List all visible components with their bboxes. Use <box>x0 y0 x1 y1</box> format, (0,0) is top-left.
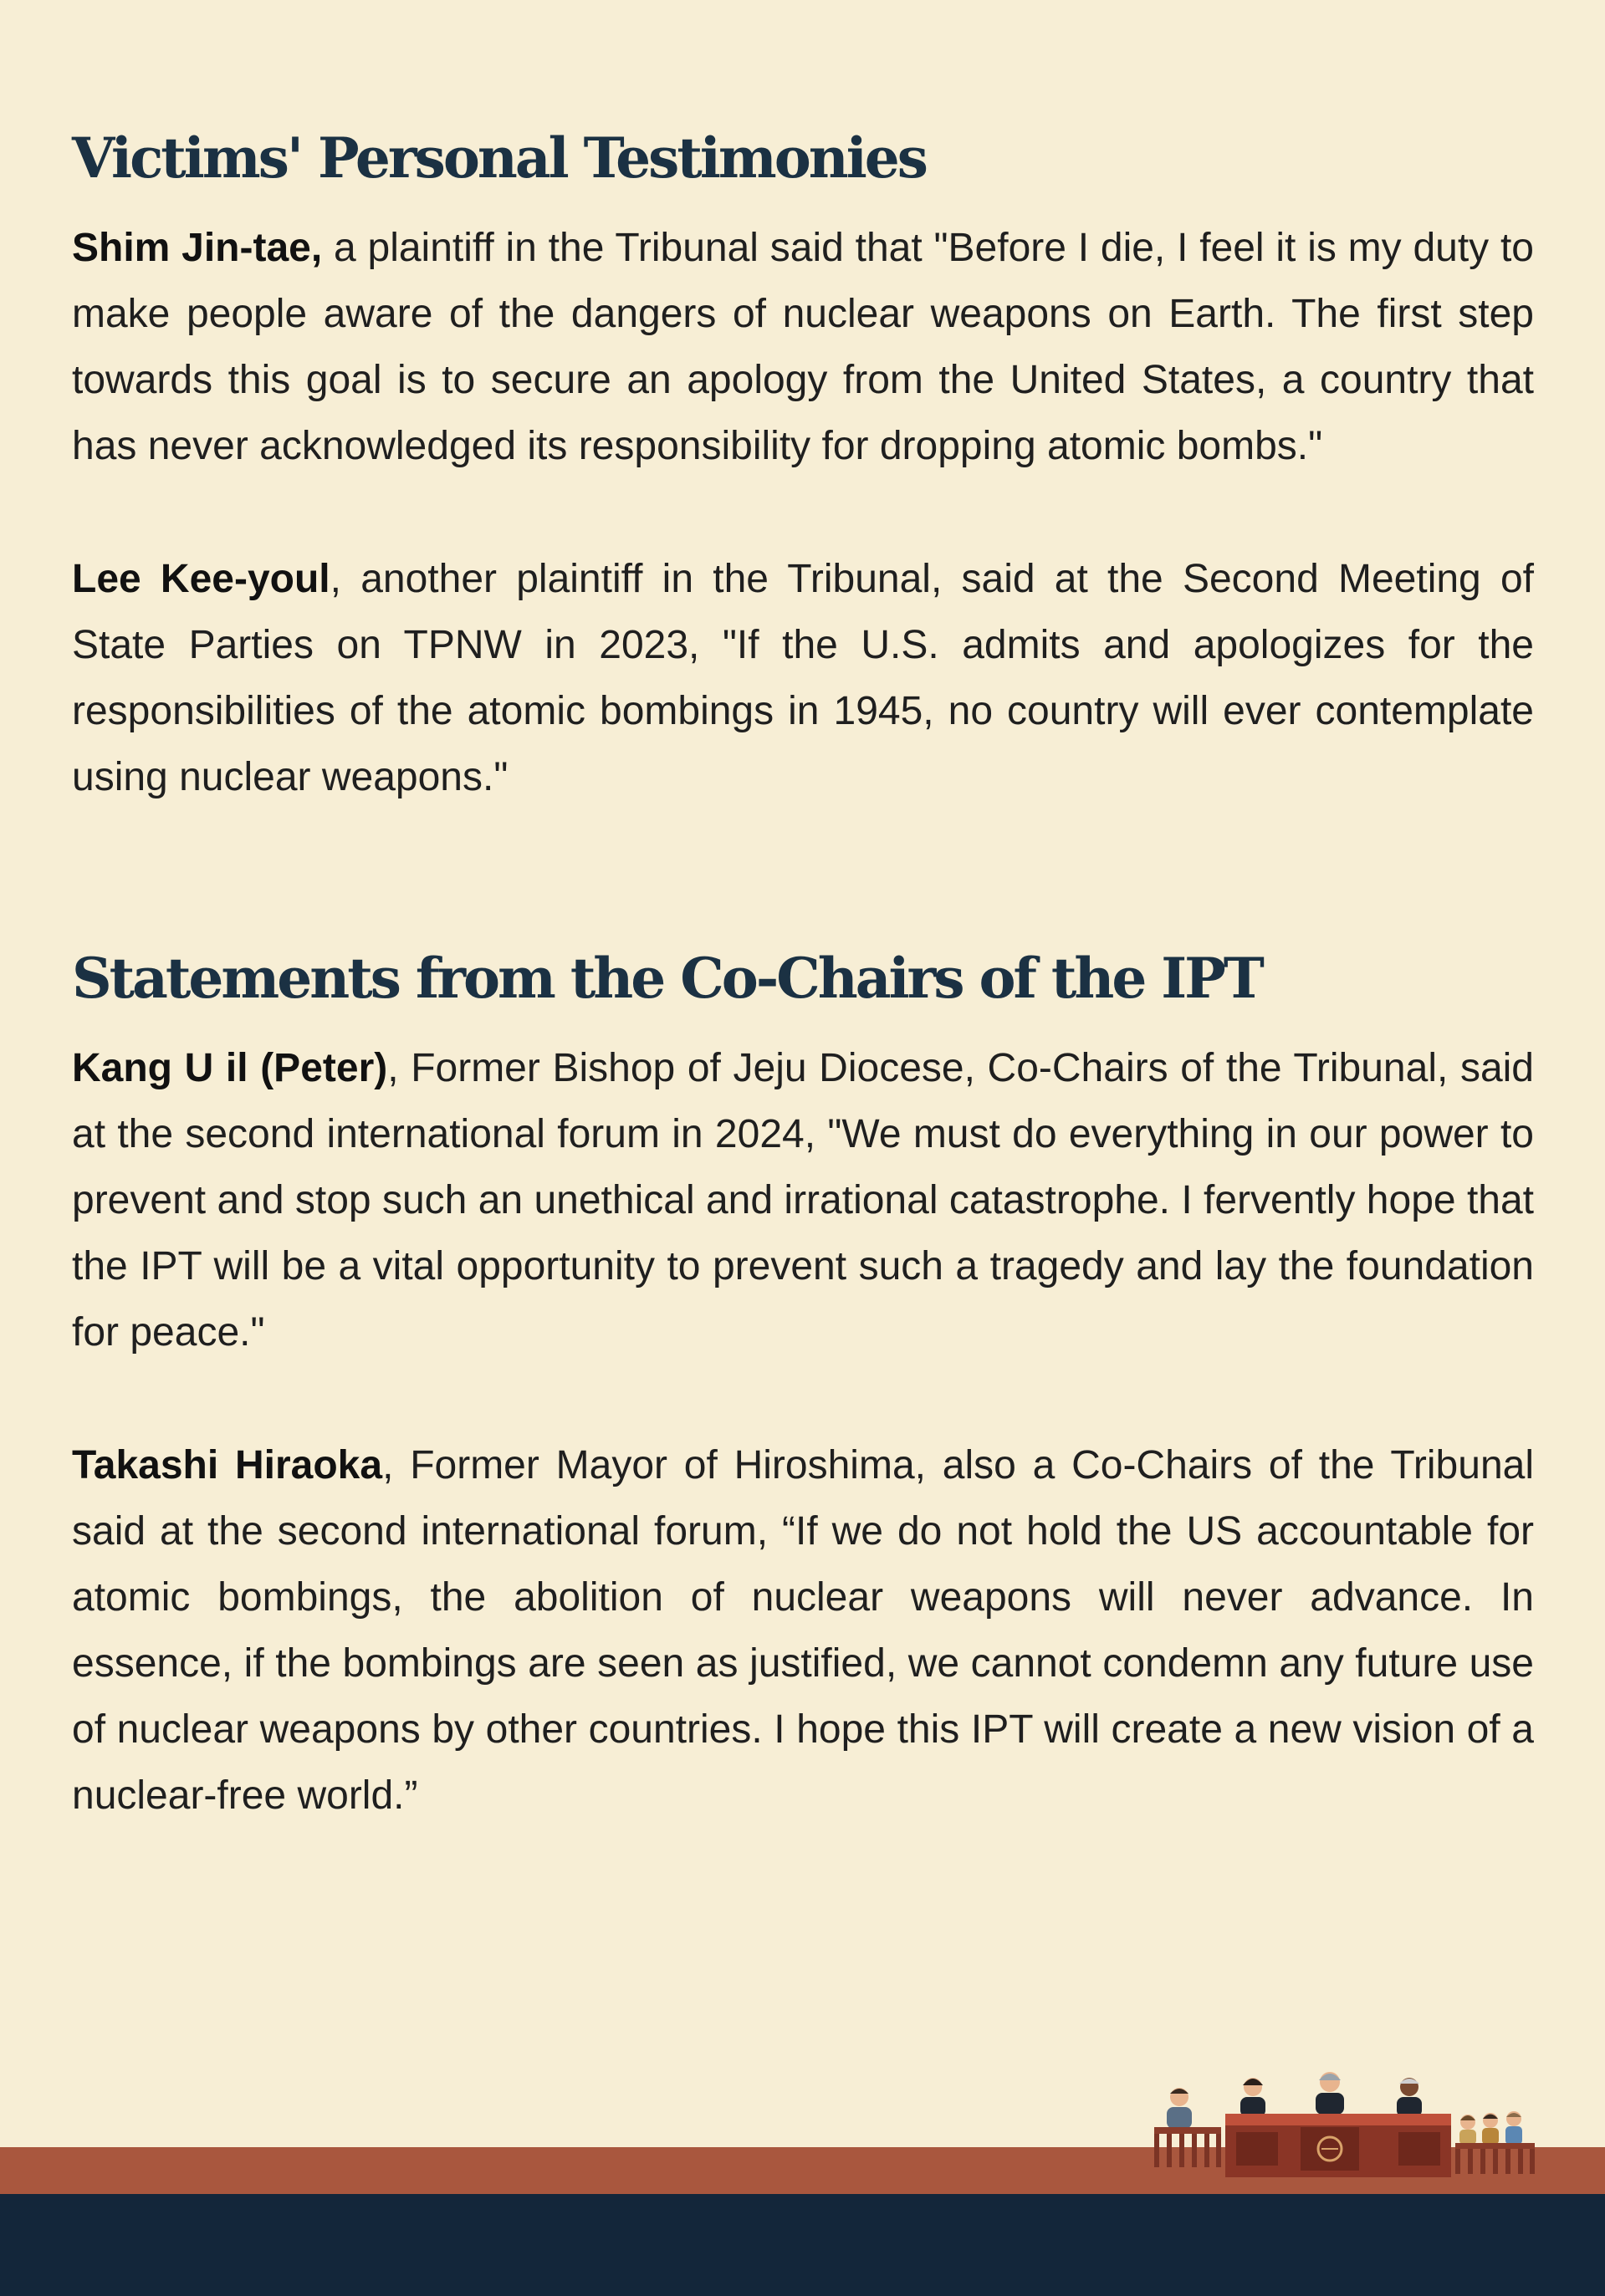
testimony-shim-jin-tae <box>72 215 1534 479</box>
testimony-lee-kee-youl <box>72 546 1534 810</box>
judge-figure-icon <box>1316 2072 1344 2115</box>
statement-text: , Former Mayor of Hiroshima, also a Co-Chairs of the Tribunal said at the second international forum, “If we do not hold the US accountable for atomic bombings, the abolition of nuclear weapons will never advance. In essence, if the bombings are seen as justified, we cannot condemn any future use of nuclear weapons by other countries. I hope this IPT will create a new vision of a nuclear-free world.” <box>72 1443 1535 1819</box>
judge-figure-icon <box>1240 2078 1265 2117</box>
speaker-name: Shim Jin-tae, <box>72 226 323 271</box>
left-railing-icon <box>1154 2134 1221 2167</box>
statement-text: , Former Bishop of Jeju Diocese, Co-Chairs of the Tribunal, said at the second international forum in 2024, "We must do everything in our power to prevent and stop such an unethical and irrational catastrophe. I fervently hope that the IPT will be a vital opportunity to prevent such a tragedy and lay the foundation for peace." <box>72 1046 1534 1355</box>
speaker-name: Lee Kee-youl <box>72 557 330 602</box>
section-heading-victims: Victims' Personal Testimonies <box>72 125 926 191</box>
speaker-name: Takashi Hiraoka <box>72 1443 383 1488</box>
audience-figure-icon <box>1482 2113 1499 2145</box>
left-table-icon <box>1154 2127 1221 2134</box>
testimony-text: a plaintiff in the Tribunal said that "Before I die, I feel it is my duty to make people aware of the dangers of nuclear weapons on Earth. The first step towards this goal is to secure an apology from the United States, a country that has never acknowledged its responsibility for dropping atomic bombs." <box>72 226 1534 469</box>
right-railing-top-icon <box>1455 2143 1535 2149</box>
section-heading-co-chairs: Statements from the Co-Chairs of the IPT <box>72 946 1262 1012</box>
audience-figure-icon <box>1505 2111 1522 2145</box>
page-content <box>72 125 1534 1829</box>
testimony-text: , another plaintiff in the Tribunal, said at the Second Meeting of State Parties on TPNW in 2023, "If the U.S. admits and apologizes for the responsibilities of the atomic bombings in 1945, no country will ever contemplate using nuclear weapons." <box>72 557 1534 800</box>
statement-takashi-hiraoka <box>72 1432 1534 1829</box>
bench-top-icon <box>1225 2114 1451 2125</box>
statement-kang-u-il <box>72 1035 1534 1365</box>
courtroom-illustration <box>1133 2064 1551 2197</box>
footer-band-navy <box>0 2194 1605 2296</box>
judge-figure-icon <box>1397 2078 1422 2117</box>
right-railing-icon <box>1455 2149 1535 2174</box>
plaintiff-figure-icon <box>1167 2088 1192 2129</box>
speaker-name: Kang U il (Peter) <box>72 1046 388 1091</box>
audience-figure-icon <box>1459 2115 1476 2145</box>
